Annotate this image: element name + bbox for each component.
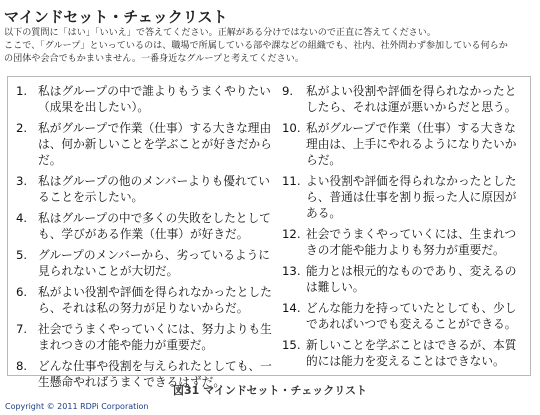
copyright-notice: Copyright © 2011 RDPi Corporation xyxy=(5,402,149,411)
checklist-item xyxy=(16,120,278,168)
checklist-item xyxy=(282,173,524,221)
item-text: 私がよい役割や評価を得られなかったとしたら、それは運が悪いからだと思う。 xyxy=(306,84,517,114)
checklist-item xyxy=(282,83,524,115)
item-number: 14. xyxy=(282,301,301,315)
checklist-item xyxy=(16,247,278,279)
item-text: 社会でうまくやっていくには、生まれつきの才能や能力よりも努力が重要だ。 xyxy=(306,227,517,257)
checklist-item xyxy=(282,337,524,369)
item-text: 能力とは根元的なものであり、変えるのは難しい。 xyxy=(306,264,517,294)
checklist-column-left xyxy=(16,83,278,395)
item-number: 8. xyxy=(16,359,28,373)
item-number: 3. xyxy=(16,174,28,188)
checklist-item xyxy=(16,173,278,205)
checklist-item xyxy=(282,263,524,295)
checklist-item xyxy=(282,120,524,168)
checklist-item xyxy=(16,284,278,316)
item-number: 9. xyxy=(282,84,294,98)
item-number: 13. xyxy=(282,264,301,278)
item-text: 私がよい役割や評価を得られなかったとしたら、それは私の努力が足りないからだ。 xyxy=(38,285,272,315)
item-number: 7. xyxy=(16,322,28,336)
checklist-item xyxy=(16,83,278,115)
figure-caption: 図31 マインドセット・チェックリスト xyxy=(172,384,368,397)
item-text: 私がグループで作業（仕事）する大きな理由は、上手にやれるようになりたいからだ。 xyxy=(306,121,517,167)
checklist-item xyxy=(282,300,524,332)
checklist-box xyxy=(7,76,531,389)
item-text: 私がグループで作業（仕事）する大きな理由は、何か新しいことを学ぶことが好きだからだ。 xyxy=(38,121,272,167)
checklist-item xyxy=(16,321,278,353)
item-text: よい役割や評価を得られなかったとしたら、普通は仕事を割り振った人に原因がある。 xyxy=(306,174,517,220)
item-number: 1. xyxy=(16,84,28,98)
item-text: 私はグループの中で多くの失敗をしたとしても、学びがある作業（仕事）が好きだ。 xyxy=(38,211,271,241)
checklist-item xyxy=(16,210,278,242)
item-text: 私はグループの中で誰よりもうまくやりたい（成果を出したい）。 xyxy=(38,84,271,114)
item-number: 5. xyxy=(16,248,28,262)
item-text: どんな能力を持っていたとしても、少しであればいつでも変えることができる。 xyxy=(306,301,517,331)
intro-line: の団体や会合でもかまいません。一番身近なグループと考えてください。 xyxy=(4,54,304,65)
item-number: 6. xyxy=(16,285,28,299)
item-text: 社会でうまくやっていくには、努力よりも生まれつきの才能や能力が重要だ。 xyxy=(38,322,272,352)
intro-line: 以下の質問に「はい」「いいえ」で答えてください。正解がある分けではないので正直に答えてください。 xyxy=(4,28,436,38)
item-text: どんな仕事や役割を与えられたとしても、一生懸命やればうまくできるはずだ。 xyxy=(38,359,272,389)
item-number: 11. xyxy=(282,174,301,188)
intro-line: ここで、「グループ」といっているのは、職場で所属している部や課などの組織でも、社内、社外問わず参加している何らか xyxy=(4,41,508,52)
item-number: 2. xyxy=(16,121,28,135)
item-text: 私はグループの他のメンバーよりも優れていることを示したい。 xyxy=(38,174,270,204)
page-title: マインドセット・チェックリスト xyxy=(4,8,228,26)
intro-text xyxy=(4,27,536,67)
item-number: 15. xyxy=(282,338,301,352)
item-number: 10. xyxy=(282,121,301,135)
checklist-item xyxy=(282,226,524,258)
checklist-column-right xyxy=(282,83,524,374)
item-text: グループのメンバーから、劣っているように見られないことが大切だ。 xyxy=(38,248,270,278)
item-number: 4. xyxy=(16,211,28,225)
item-text: 新しいことを学ぶことはできるが、本質的には能力を変えることはできない。 xyxy=(306,338,517,368)
item-number: 12. xyxy=(282,227,301,241)
